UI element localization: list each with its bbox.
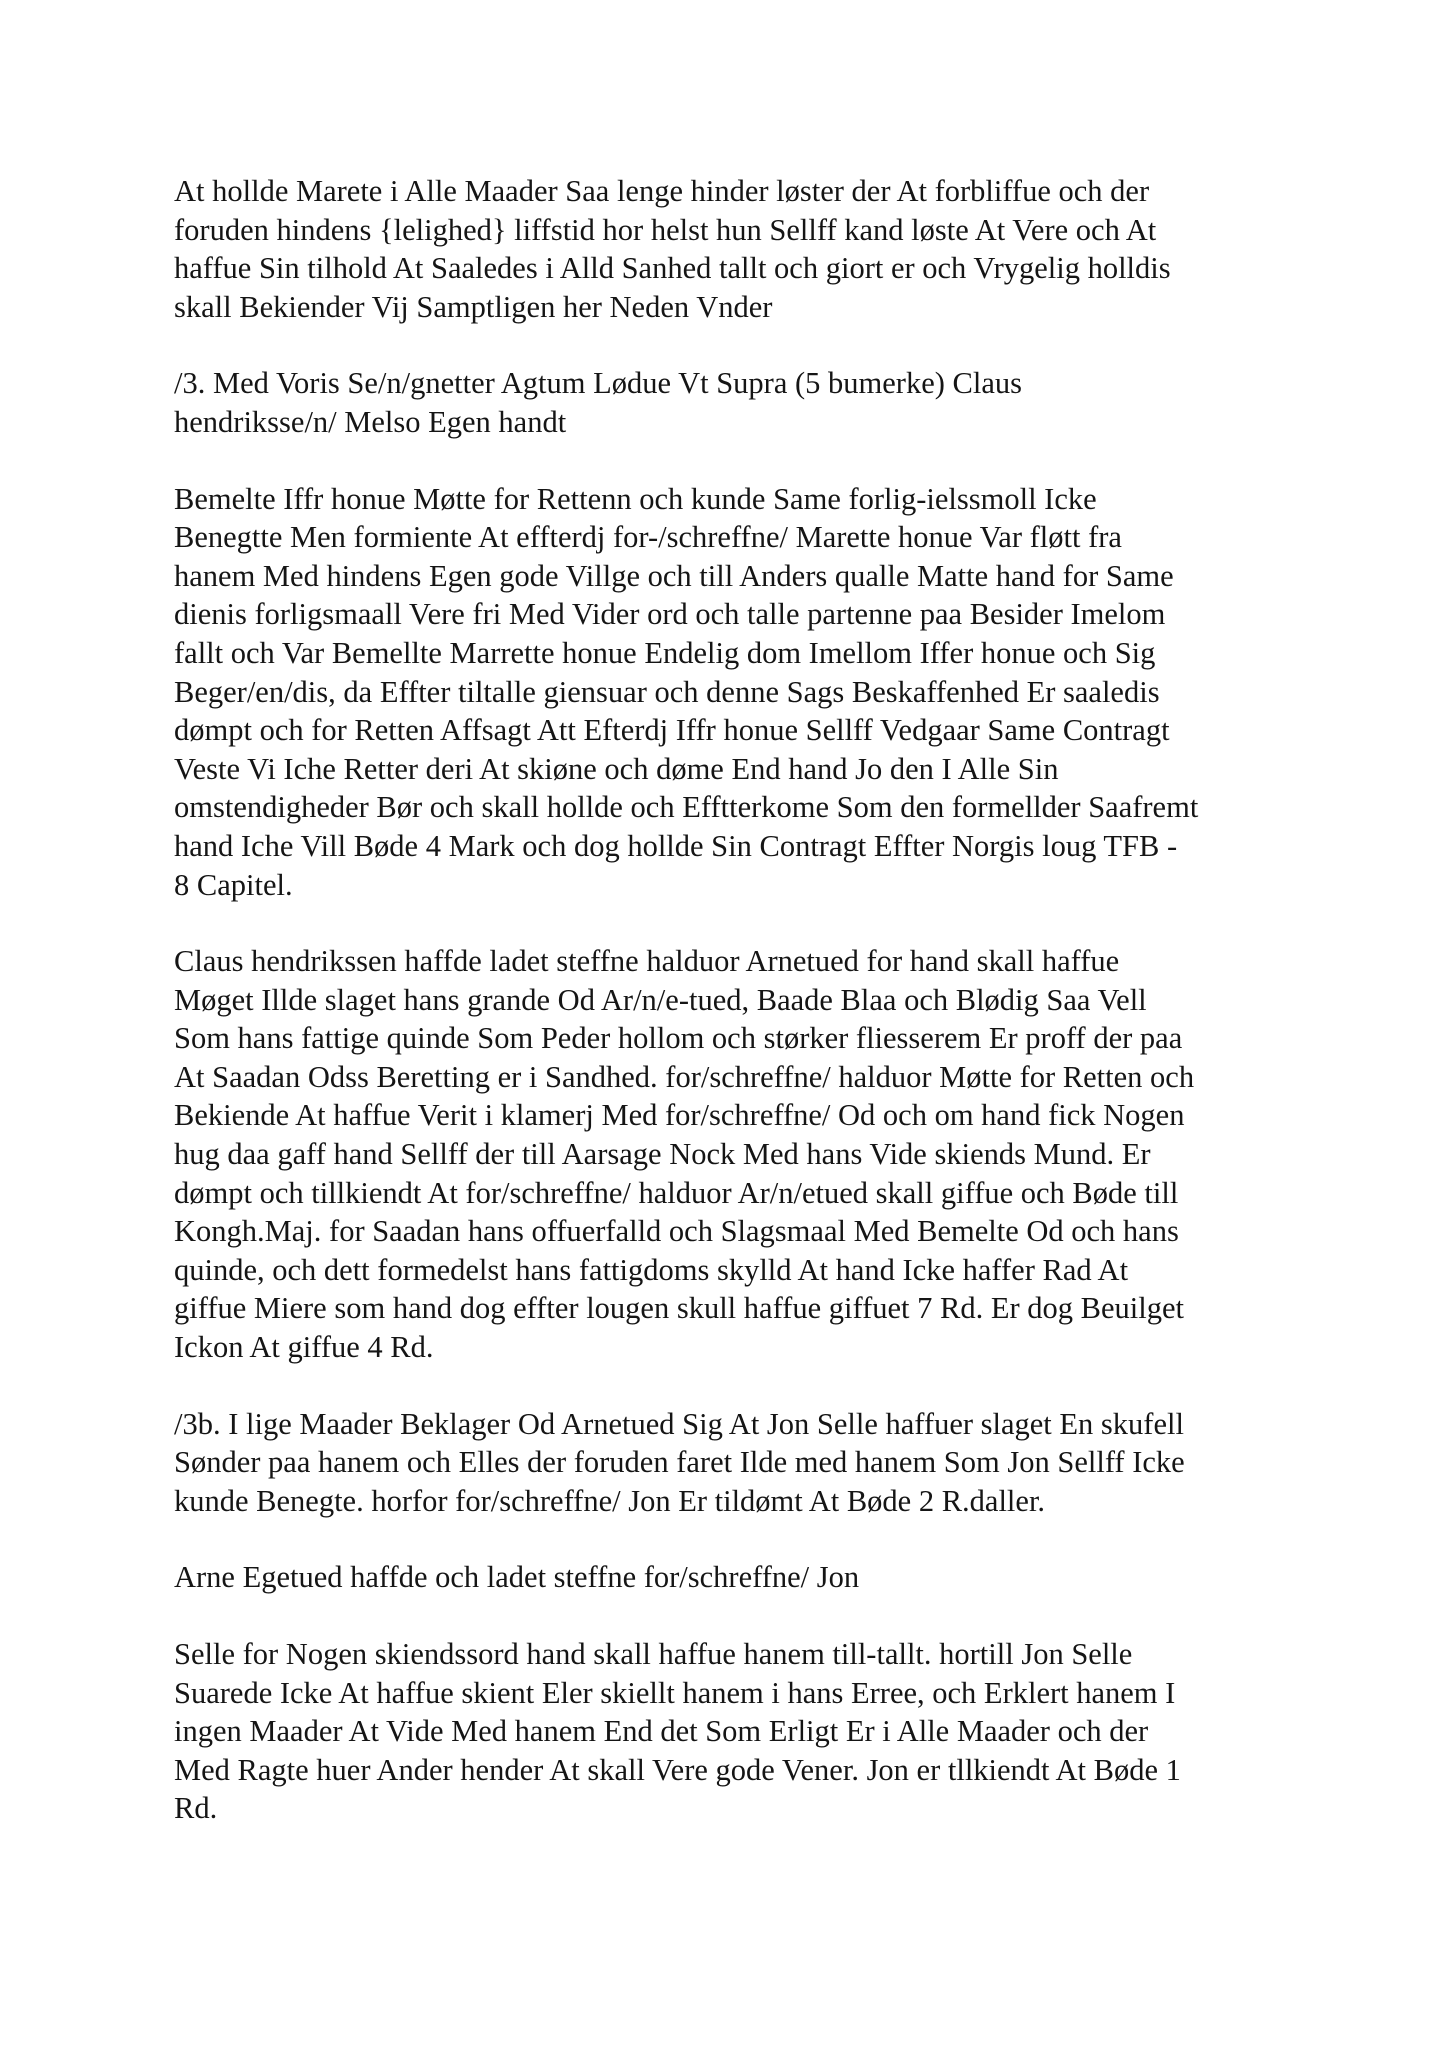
text-line: At Saadan Odss Beretting er i Sandhed. for/schreffne/ halduor Møtte for Retten och bbox=[174, 1059, 1195, 1094]
text-line: Suarede Icke At haffue skient Eler skiellt hanem i hans Erree, och Erklert hanem I bbox=[174, 1675, 1176, 1710]
text-line: fallt och Var Bemellte Marrette honue Endelig dom Imellom Iffer honue och Sig bbox=[174, 635, 1156, 670]
text-line: Som hans fattige quinde Som Peder hollom och størker fliesserem Er proff der paa bbox=[174, 1021, 1183, 1056]
text-line: Benegtte Men formiente At effterdj for-/schreffne/ Marette honue Var fløtt fra bbox=[174, 520, 1122, 555]
text-line: hug daa gaff hand Sellff der till Aarsage Nock Med hans Vide skiends Mund. Er bbox=[174, 1137, 1151, 1172]
paragraph-6 bbox=[174, 1558, 1294, 1597]
text-line: Rd. bbox=[174, 1791, 218, 1826]
text-line: Med Ragte huer Ander hender At skall Vere gode Vener. Jon er tllkiendt At Bøde 1 bbox=[174, 1752, 1181, 1787]
text-line: At hollde Marete i Alle Maader Saa lenge hinder løster der At forbliffue och der bbox=[174, 174, 1150, 208]
paragraph-4 bbox=[174, 942, 1294, 1367]
text-line: Claus hendrikssen haffde ladet steffne halduor Arnetued for hand skall haffue bbox=[174, 944, 1120, 979]
text-line: Bekiende At haffue Verit i klamerj Med for/schreffne/ Od och om hand fick Nogen bbox=[174, 1098, 1185, 1133]
text-line: Møget Illde slaget hans grande Od Ar/n/e-tued, Baade Blaa och Blødig Saa Vell bbox=[174, 982, 1147, 1017]
text-line: Bemelte Iffr honue Møtte for Rettenn och kunde Same forlig-ielssmoll Icke bbox=[174, 481, 1097, 516]
paragraph-5 bbox=[174, 1405, 1294, 1521]
paragraph-2 bbox=[174, 364, 1294, 441]
document-body bbox=[174, 172, 1294, 1866]
text-line: Selle for Nogen skiendssord hand skall haffue hanem till-tallt. hortill Jon Selle bbox=[174, 1637, 1133, 1671]
text-line: dømpt och tillkiendt At for/schreffne/ halduor Ar/n/etued skall giffue och Bøde till bbox=[174, 1175, 1179, 1210]
text-line: Sønder paa hanem och Elles der foruden faret Ilde med hanem Som Jon Sellff Icke bbox=[174, 1445, 1185, 1480]
paragraph-1 bbox=[174, 172, 1294, 326]
text-line: skall Bekiender Vij Samptligen her Neden Vnder bbox=[174, 289, 773, 324]
text-line: omstendigheder Bør och skall hollde och Efftterkome Som den formellder Saafremt bbox=[174, 790, 1199, 825]
text-line: quinde, och dett formedelst hans fattigdoms skylld At hand Icke haffer Rad At bbox=[174, 1252, 1129, 1287]
text-line: kunde Benegte. horfor for/schreffne/ Jon Er tildømt At Bøde 2 R.daller. bbox=[174, 1483, 1046, 1518]
text-line: /3b. I lige Maader Beklager Od Arnetued Sig At Jon Selle haffuer slaget En skufell bbox=[174, 1406, 1184, 1441]
text-line: foruden hindens {lelighed} liffstid hor helst hun Sellff kand løste At Vere och At bbox=[174, 212, 1157, 247]
text-line: /3. Med Voris Se/n/gnetter Agtum Lødue Vt Supra (5 bumerke) Claus bbox=[174, 366, 1022, 401]
text-line: haffue Sin tilhold At Saaledes i Alld Sanhed tallt och giort er och Vrygelig holldis bbox=[174, 251, 1171, 286]
text-line: Kongh.Maj. for Saadan hans offuerfalld och Slagsmaal Med Bemelte Od och hans bbox=[174, 1214, 1179, 1249]
text-line: giffue Miere som hand dog effter lougen skull haffue giffuet 7 Rd. Er dog Beuilget bbox=[174, 1291, 1184, 1326]
paragraph-3 bbox=[174, 480, 1294, 905]
text-line: dienis forligsmaall Vere fri Med Vider ord och talle partenne paa Besider Imelom bbox=[174, 597, 1166, 632]
text-line: hendriksse/n/ Melso Egen handt bbox=[174, 404, 567, 439]
text-line: Ickon At giffue 4 Rd. bbox=[174, 1330, 434, 1365]
text-line: Beger/en/dis, da Effter tiltalle giensuar och denne Sags Beskaffenhed Er saaledis bbox=[174, 674, 1160, 709]
paragraph-7 bbox=[174, 1635, 1294, 1828]
text-line: hanem Med hindens Egen gode Villge och till Anders qualle Matte hand for Same bbox=[174, 558, 1174, 593]
text-line: 8 Capitel. bbox=[174, 867, 293, 902]
text-line: hand Iche Vill Bøde 4 Mark och dog hollde Sin Contragt Effter Norgis loug TFB - bbox=[174, 828, 1178, 863]
text-line: Veste Vi Iche Retter deri At skiøne och døme End hand Jo den I Alle Sin bbox=[174, 751, 1059, 786]
text-line: ingen Maader At Vide Med hanem End det Som Erligt Er i Alle Maader och der bbox=[174, 1714, 1149, 1749]
text-line: dømpt och for Retten Affsagt Att Efterdj Iffr honue Sellff Vedgaar Same Contragt bbox=[174, 713, 1170, 748]
text-line: Arne Egetued haffde och ladet steffne for/schreffne/ Jon bbox=[174, 1560, 860, 1595]
